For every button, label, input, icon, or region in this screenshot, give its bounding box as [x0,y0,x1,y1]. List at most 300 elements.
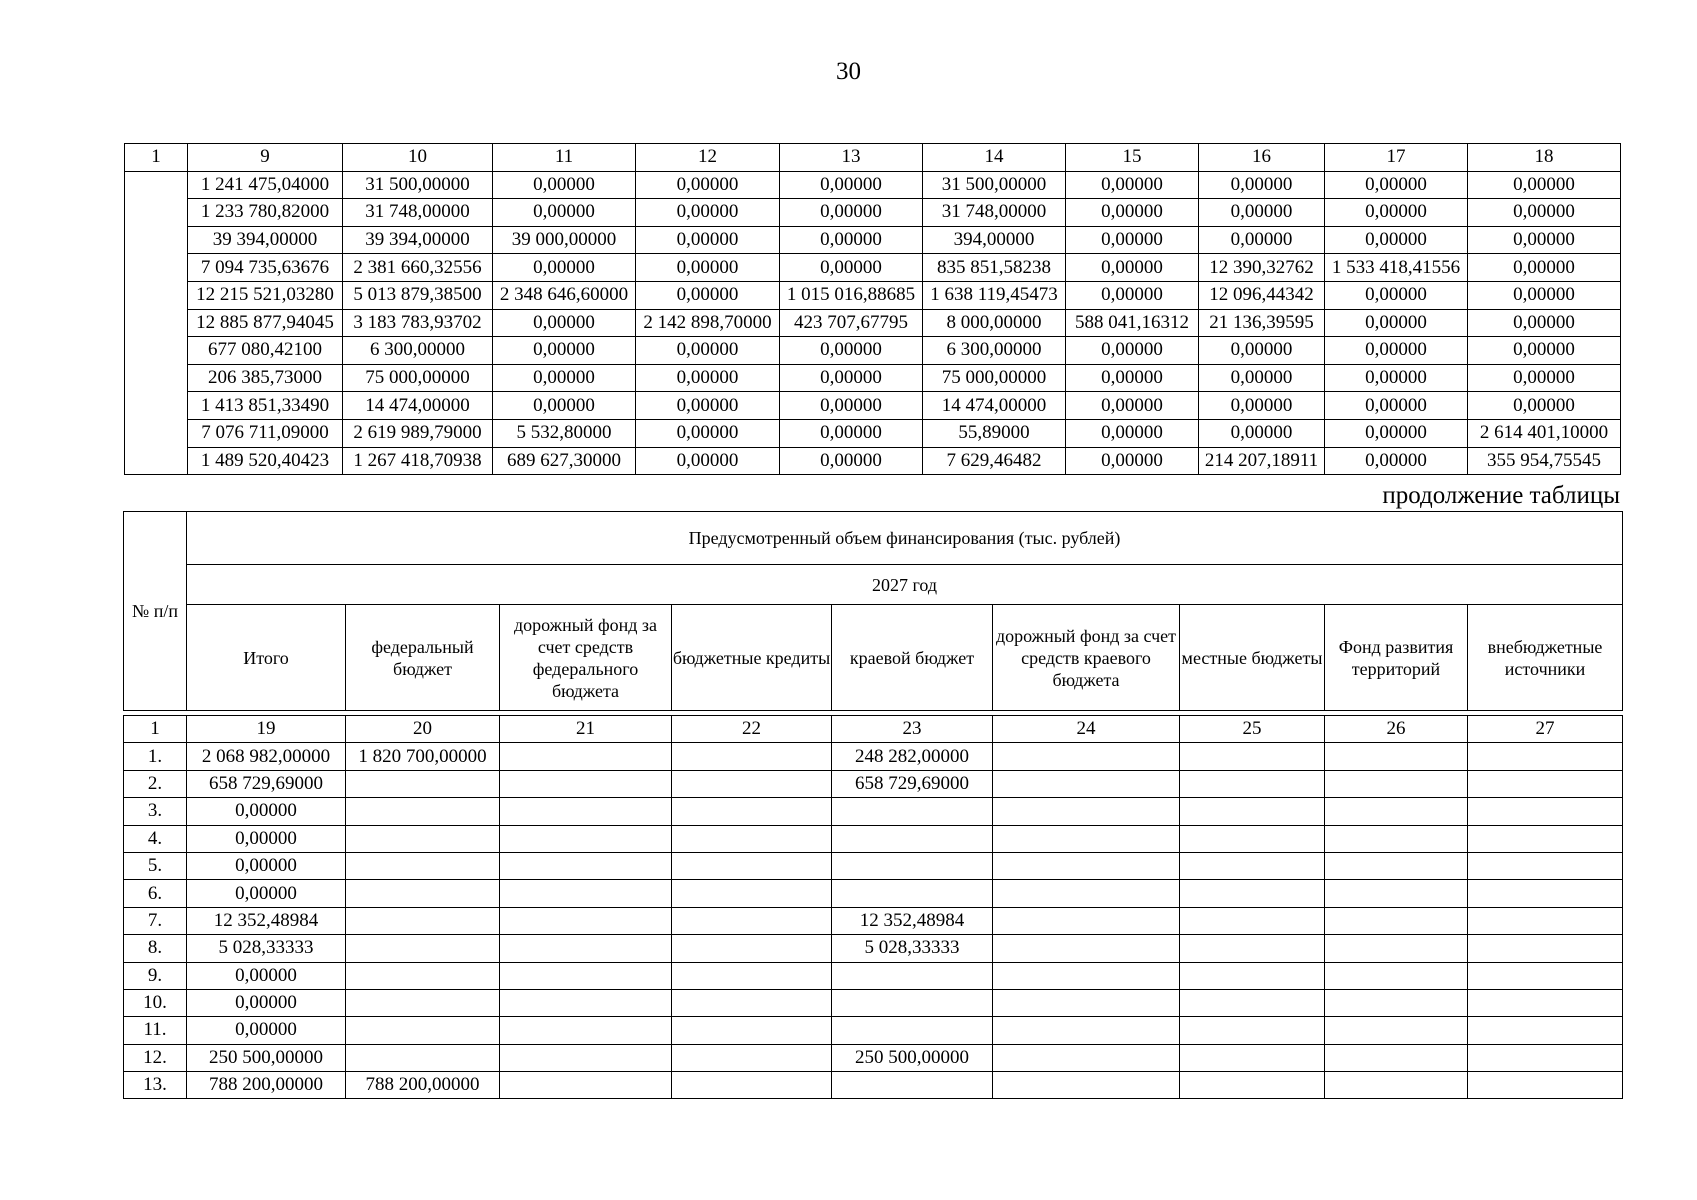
table-row [125,392,1621,420]
table-cell: 12 215 521,03280 [188,281,343,309]
table-cell: 5 028,33333 [832,935,993,962]
table-cell: 1 820 700,00000 [346,743,500,770]
column-header-local-budgets: местные бюджеты [1180,605,1325,711]
table-cell [993,989,1180,1016]
table-cell: 0,00000 [636,171,780,199]
table-cell: 3 183 783,93702 [343,309,493,337]
table-cell [672,743,832,770]
table-cell [1468,962,1623,989]
table-cell [1325,1044,1468,1071]
table-cell [346,770,500,797]
table-cell: 0,00000 [1066,419,1199,447]
table-cell [1180,935,1325,962]
table-cell [832,880,993,907]
year-header: 2027 год [187,565,1623,605]
table-cell: 7 094 735,63676 [188,254,343,282]
table-cell: 8. [124,935,187,962]
table-cell: 394,00000 [923,226,1066,254]
table-cell [1180,1044,1325,1071]
table-cell: 0,00000 [1066,337,1199,365]
table-cell: 9. [124,962,187,989]
table-cell: 14 474,00000 [923,392,1066,420]
table-cell [346,962,500,989]
table-cell: 0,00000 [1066,364,1199,392]
table-cell: 12 352,48984 [832,907,993,934]
table-cell [1325,1072,1468,1099]
table-cell: 250 500,00000 [187,1044,346,1071]
table-cell [993,798,1180,825]
table-cell: 21 136,39595 [1199,309,1325,337]
table-cell [672,852,832,879]
table-cell: 31 500,00000 [923,171,1066,199]
table-cell: 788 200,00000 [187,1072,346,1099]
table-cell [672,1044,832,1071]
table-cell [1325,907,1468,934]
column-number: 23 [832,716,993,743]
table-cell: 0,00000 [636,419,780,447]
table-row [124,852,1623,879]
table-cell: 7 076 711,09000 [188,419,343,447]
page-number: 30 [836,58,861,85]
table-cell: 31 748,00000 [923,199,1066,227]
table-cell: 0,00000 [1468,254,1621,282]
table-cell [1468,798,1623,825]
table-cell: 0,00000 [636,226,780,254]
column-number: 21 [500,716,672,743]
table-cell: 0,00000 [1199,419,1325,447]
table-cell: 0,00000 [636,337,780,365]
table-cell: 0,00000 [493,254,636,282]
table-cell [1325,852,1468,879]
row-number-header: № п/п [124,512,187,711]
table-cell: 8 000,00000 [923,309,1066,337]
table-cell: 250 500,00000 [832,1044,993,1071]
table-cell: 0,00000 [1325,226,1468,254]
table-cell: 1 638 119,45473 [923,281,1066,309]
table-cell [346,852,500,879]
table-cell: 0,00000 [493,309,636,337]
table-cell [1180,1072,1325,1099]
column-number-row [124,716,1623,743]
table-cell: 0,00000 [187,798,346,825]
table-cell [1180,989,1325,1016]
table-cell [832,1017,993,1044]
table-cell: 0,00000 [1066,254,1199,282]
table-cell [672,989,832,1016]
table-cell: 1 533 418,41556 [1325,254,1468,282]
column-number-row [125,144,1621,172]
table-cell: 0,00000 [780,199,923,227]
table-cell [500,989,672,1016]
column-header-total: Итого [187,605,346,711]
table-cell: 0,00000 [780,419,923,447]
table-cell: 0,00000 [1325,447,1468,475]
table-cell [1180,743,1325,770]
table-cell: 0,00000 [493,392,636,420]
table-cell: 0,00000 [1066,281,1199,309]
table-cell: 12 352,48984 [187,907,346,934]
table-cell: 0,00000 [493,199,636,227]
table-row [124,1017,1623,1044]
table-row [124,1072,1623,1099]
financing-table-2027 [123,715,1623,1099]
table-cell [672,825,832,852]
table-cell: 0,00000 [1468,364,1621,392]
table-row [125,171,1621,199]
table-cell [672,880,832,907]
table-row [125,309,1621,337]
table-cell [346,1044,500,1071]
table-row [124,989,1623,1016]
table-cell: 31 748,00000 [343,199,493,227]
table-row [124,880,1623,907]
table-cell: 0,00000 [780,364,923,392]
financing-header-table [123,511,1623,711]
table-cell [500,798,672,825]
table-cell [1325,743,1468,770]
column-number: 1 [125,144,188,172]
table-cell: 0,00000 [636,281,780,309]
table-cell: 206 385,73000 [188,364,343,392]
table-cell [500,962,672,989]
table-cell: 5 013 879,38500 [343,281,493,309]
table-cell [993,825,1180,852]
table-cell [500,1044,672,1071]
table-cell [672,770,832,797]
table-cell [1325,770,1468,797]
table-cell: 14 474,00000 [343,392,493,420]
table-cell: 788 200,00000 [346,1072,500,1099]
table-cell: 0,00000 [780,226,923,254]
table-cell: 0,00000 [1468,171,1621,199]
table-cell: 0,00000 [187,880,346,907]
table-cell [993,935,1180,962]
table-cell: 6. [124,880,187,907]
table-cell: 12 885 877,94045 [188,309,343,337]
table-cell: 0,00000 [187,989,346,1016]
table-cell: 0,00000 [187,825,346,852]
table-cell: 0,00000 [780,392,923,420]
table-cell [1468,825,1623,852]
table-cell [346,907,500,934]
table-cell: 677 080,42100 [188,337,343,365]
table-cell [672,1072,832,1099]
column-number: 12 [636,144,780,172]
table-cell: 0,00000 [780,254,923,282]
table-cell [1325,880,1468,907]
table-cell: 2 068 982,00000 [187,743,346,770]
table-cell [346,880,500,907]
table-cell: 1. [124,743,187,770]
table-cell [500,935,672,962]
table-cell: 0,00000 [493,337,636,365]
table-cell [500,1072,672,1099]
table-cell [1325,935,1468,962]
table-cell: 0,00000 [636,447,780,475]
table-cell [993,962,1180,989]
table-cell [346,989,500,1016]
table-cell: 355 954,75545 [1468,447,1621,475]
table-cell: 0,00000 [636,254,780,282]
table-row [124,825,1623,852]
table-cell: 12. [124,1044,187,1071]
table-row [125,447,1621,475]
table-row [125,226,1621,254]
column-number: 22 [672,716,832,743]
table-cell [1468,1072,1623,1099]
column-number: 26 [1325,716,1468,743]
table-cell: 2 619 989,79000 [343,419,493,447]
table-cell: 55,89000 [923,419,1066,447]
table-cell: 1 233 780,82000 [188,199,343,227]
table-cell: 39 394,00000 [188,226,343,254]
table-cell: 2 142 898,70000 [636,309,780,337]
table-row [125,254,1621,282]
table-cell [500,825,672,852]
column-number: 16 [1199,144,1325,172]
table-cell [1180,770,1325,797]
table-cell: 0,00000 [1325,171,1468,199]
column-number: 13 [780,144,923,172]
table-cell: 0,00000 [1199,337,1325,365]
table-cell [346,798,500,825]
table-row [124,1044,1623,1071]
table-cell: 658 729,69000 [187,770,346,797]
table-cell [1180,1017,1325,1044]
table-cell: 6 300,00000 [923,337,1066,365]
table-cell [672,907,832,934]
column-header-territory-development-fund: Фонд развития территорий [1325,605,1468,711]
table-cell: 0,00000 [1199,392,1325,420]
table-row [124,962,1623,989]
table-cell: 1 241 475,04000 [188,171,343,199]
table-cell [672,935,832,962]
table-cell [500,880,672,907]
table-cell [1468,989,1623,1016]
table-cell [346,825,500,852]
table-cell [1180,880,1325,907]
table-cell: 10. [124,989,187,1016]
table-cell: 0,00000 [187,962,346,989]
table-cell: 0,00000 [493,364,636,392]
table-row [125,419,1621,447]
table-cell [1325,1017,1468,1044]
table-cell [1325,962,1468,989]
table-cell [993,770,1180,797]
column-number: 1 [124,716,187,743]
column-number: 18 [1468,144,1621,172]
table-cell [1468,770,1623,797]
table-cell: 7 629,46482 [923,447,1066,475]
table-cell: 0,00000 [780,171,923,199]
column-header-extrabudgetary-sources: внебюджетные источники [1468,605,1623,711]
table-cell [1325,798,1468,825]
table-row [124,798,1623,825]
table-cell: 0,00000 [1468,281,1621,309]
table-cell: 0,00000 [493,171,636,199]
column-number: 15 [1066,144,1199,172]
column-number: 10 [343,144,493,172]
table-cell: 0,00000 [1325,199,1468,227]
table-cell: 5 028,33333 [187,935,346,962]
column-number: 20 [346,716,500,743]
table-cell: 0,00000 [1325,309,1468,337]
column-number: 17 [1325,144,1468,172]
table-cell: 0,00000 [780,337,923,365]
column-header-regional-road-fund: дорожный фонд за счет средств краевого бюджета [993,605,1180,711]
table-cell [1180,825,1325,852]
table-cell: 248 282,00000 [832,743,993,770]
table-cell [1180,962,1325,989]
table-cell: 0,00000 [1325,281,1468,309]
row-number-cell [125,171,188,475]
table-cell: 0,00000 [1066,199,1199,227]
table-cell: 0,00000 [1325,419,1468,447]
table-row [125,199,1621,227]
table-cell [672,798,832,825]
table-cell: 0,00000 [1199,171,1325,199]
table-cell [993,852,1180,879]
table-cell [1468,1044,1623,1071]
table-cell [672,962,832,989]
table-cell: 6 300,00000 [343,337,493,365]
table-cell: 75 000,00000 [923,364,1066,392]
table-cell [1468,852,1623,879]
table-cell: 1 015 016,88685 [780,281,923,309]
table-cell: 0,00000 [1066,392,1199,420]
table-cell: 423 707,67795 [780,309,923,337]
table-cell: 214 207,18911 [1199,447,1325,475]
table-cell [832,1072,993,1099]
table-cell: 835 851,58238 [923,254,1066,282]
table-cell: 31 500,00000 [343,171,493,199]
table-cell: 0,00000 [1325,337,1468,365]
column-header-regional-budget: краевой бюджет [832,605,993,711]
table-cell: 2 614 401,10000 [1468,419,1621,447]
table-cell: 0,00000 [187,852,346,879]
table-cell: 0,00000 [636,392,780,420]
table-cell: 1 413 851,33490 [188,392,343,420]
table-cell: 0,00000 [1468,199,1621,227]
table-cell [1180,798,1325,825]
table-cell: 12 390,32762 [1199,254,1325,282]
table-cell: 0,00000 [1468,309,1621,337]
table-cell [832,989,993,1016]
table-row [125,281,1621,309]
table-cell [832,962,993,989]
table-row [125,364,1621,392]
table-cell: 1 489 520,40423 [188,447,343,475]
column-header-federal-budget: федеральный бюджет [346,605,500,711]
table-row [125,337,1621,365]
table-cell [500,907,672,934]
table-cell: 5 532,80000 [493,419,636,447]
financing-table-continued [124,143,1621,475]
table-cell: 0,00000 [1325,392,1468,420]
table-cell: 0,00000 [780,447,923,475]
table-cell [993,1044,1180,1071]
column-header-budget-credits: бюджетные кредиты [672,605,832,711]
table-cell: 0,00000 [187,1017,346,1044]
table-cell: 0,00000 [1066,171,1199,199]
table-cell [1468,1017,1623,1044]
table-cell: 0,00000 [1468,392,1621,420]
table-cell: 3. [124,798,187,825]
table-cell [993,1017,1180,1044]
table-cell [1468,907,1623,934]
table-cell [993,880,1180,907]
table-cell [500,770,672,797]
table-cell: 0,00000 [636,199,780,227]
table-cell [832,852,993,879]
table-cell: 2. [124,770,187,797]
table-cell [346,1017,500,1044]
table-cell [672,1017,832,1044]
continuation-label: продолжение таблицы [1382,482,1620,509]
column-header-federal-road-fund: дорожный фонд за счет средств федерального бюджета [500,605,672,711]
financing-title: Предусмотренный объем финансирования (тыс. рублей) [187,512,1623,565]
column-number: 24 [993,716,1180,743]
table-cell [1325,989,1468,1016]
column-number: 19 [187,716,346,743]
table-cell: 4. [124,825,187,852]
table-cell: 2 348 646,60000 [493,281,636,309]
table-cell: 0,00000 [1199,226,1325,254]
table-cell [1325,825,1468,852]
table-cell [1468,743,1623,770]
table-cell [1180,852,1325,879]
table-row [124,935,1623,962]
table-cell: 689 627,30000 [493,447,636,475]
table-cell: 0,00000 [1325,364,1468,392]
column-number: 11 [493,144,636,172]
table-cell: 2 381 660,32556 [343,254,493,282]
table-cell: 75 000,00000 [343,364,493,392]
column-number: 9 [188,144,343,172]
table-cell: 39 394,00000 [343,226,493,254]
table-cell [832,798,993,825]
table-cell: 0,00000 [1066,226,1199,254]
table-cell: 5. [124,852,187,879]
table-row [124,743,1623,770]
table-cell [500,1017,672,1044]
column-number: 25 [1180,716,1325,743]
table-row [124,770,1623,797]
table-cell [1180,907,1325,934]
table-cell: 0,00000 [636,364,780,392]
table-cell [993,907,1180,934]
table-cell: 1 267 418,70938 [343,447,493,475]
table-cell: 0,00000 [1468,337,1621,365]
table-cell: 11. [124,1017,187,1044]
column-number: 27 [1468,716,1623,743]
table-row [124,907,1623,934]
table-cell: 0,00000 [1468,226,1621,254]
table-cell [993,1072,1180,1099]
table-cell: 0,00000 [1199,199,1325,227]
table-cell [500,852,672,879]
table-cell: 658 729,69000 [832,770,993,797]
table-cell [832,825,993,852]
table-cell: 588 041,16312 [1066,309,1199,337]
table-cell: 0,00000 [1199,364,1325,392]
table-cell [500,743,672,770]
table-cell: 13. [124,1072,187,1099]
table-cell: 12 096,44342 [1199,281,1325,309]
table-cell [1468,935,1623,962]
table-cell: 0,00000 [1066,447,1199,475]
column-number: 14 [923,144,1066,172]
